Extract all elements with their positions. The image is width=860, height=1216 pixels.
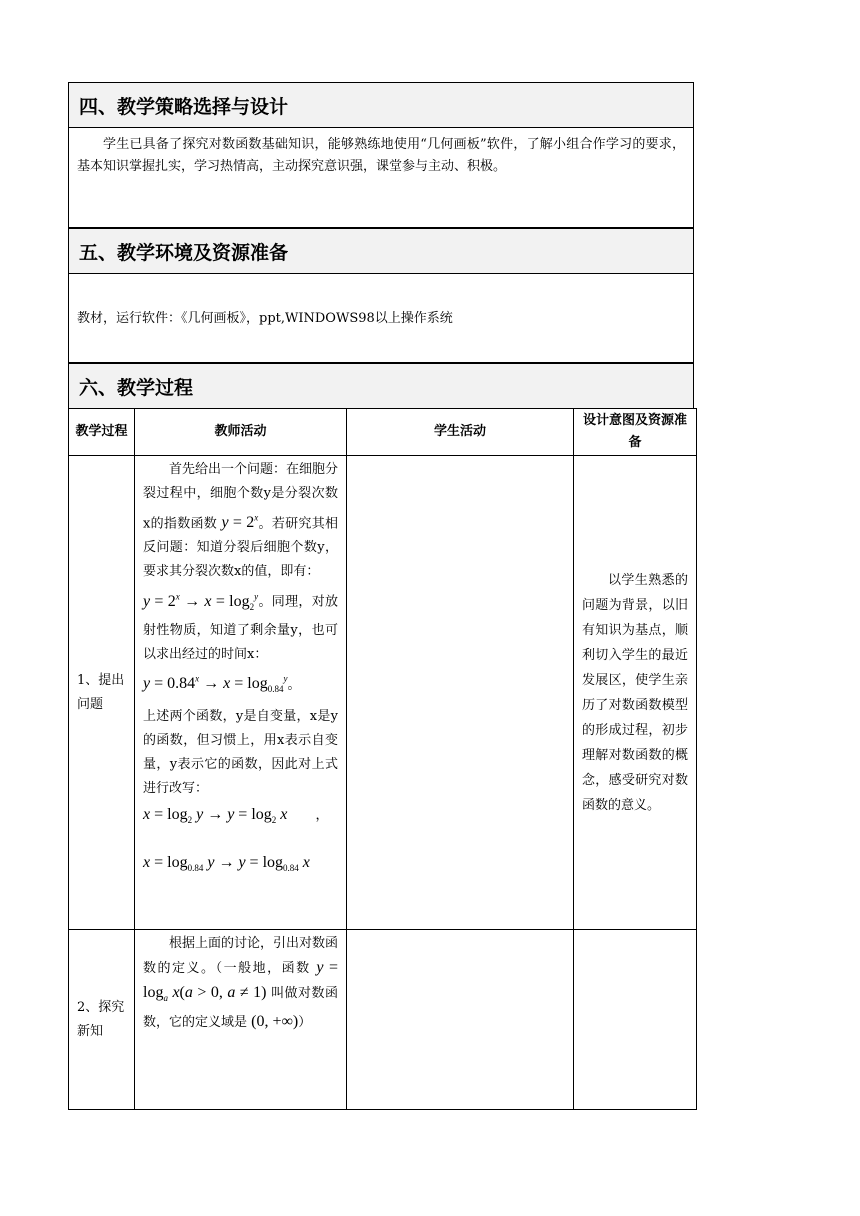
row1-teacher-text2: 。若研究其相反问题：知道分裂后细胞个数y，要求其分裂次数x的值，即有： <box>143 516 338 580</box>
row1-student <box>347 456 574 930</box>
formula-rewrite1: $x = \log_2 y \to y = \log_2 x$ <box>143 806 288 826</box>
header-teacher: 教师活动 <box>135 409 347 456</box>
row2-teacher-text1: 根据上面的讨论，引出对数函数的定义。（一般地，函数 <box>143 936 339 976</box>
row1-teacher-text5: 上述两个函数，y是自变量，x是y的函数，但习惯上，用x表示自变量，y表示它的函数，因此对上式进行改写： <box>143 709 338 797</box>
row1-teacher <box>135 456 347 930</box>
row1-teacher-p1 <box>143 458 338 584</box>
row1-teacher-text3: 。同理，对放射性物质，知道了剩余量y，也可以求出经过的时间x： <box>143 594 339 662</box>
row1-teacher-p3 <box>143 667 338 702</box>
section6-title-text: 六、教学过程 <box>79 376 194 399</box>
section6-title <box>68 363 694 409</box>
header-student: 学生活动 <box>347 409 574 456</box>
table-header-row <box>69 409 697 456</box>
table-row <box>69 930 697 1110</box>
row2-teacher-p1 <box>143 932 338 1035</box>
section5-title <box>68 228 694 274</box>
row1-intent-text: 以学生熟悉的问题为背景，以旧有知识为基点，顺利切入学生的最近发展区，使学生亲历了对数函数模型的形成过程，初步理解对数函数的概念，感受研究对数函数的意义。 <box>582 572 688 813</box>
row2-teacher-text3: ） <box>298 1015 312 1031</box>
table-row <box>69 456 697 930</box>
process-table <box>68 408 697 1110</box>
row1-stage: 1、提出问题 <box>69 456 135 930</box>
section4-body <box>68 128 694 228</box>
section4-text: 学生已具备了探究对数函数基础知识，能够熟练地使用“几何画板”软件，了解小组合作学习的要求，基本知识掌握扎实，学习热情高，主动探究意识强，课堂参与主动、积极。 <box>77 137 685 174</box>
row1-teacher-text6: ， <box>315 808 329 824</box>
formula-rewrite2: $x = \log_{0.84} y \to y = \log_{0.84} x$ <box>143 853 310 873</box>
header-intent: 设计意图及资源准备 <box>574 409 697 456</box>
formula-domain: (0, +∞) <box>251 1013 299 1031</box>
row1-intent <box>574 456 697 930</box>
row1-teacher-p6 <box>143 851 338 880</box>
section5-title-text: 五、教学环境及资源准备 <box>79 241 289 264</box>
row1-teacher-p4 <box>143 705 338 801</box>
row1-teacher-text4: 。 <box>287 677 301 693</box>
row1-teacher-text1: 首先给出一个问题：在细胞分裂过程中，细胞个数y是分裂次数x的指数函数 <box>143 462 339 532</box>
header-stage: 教学过程 <box>69 409 135 456</box>
row2-stage: 2、探究新知 <box>69 930 135 1110</box>
formula-logdef: $y = \log_a x(a > 0$, a ≠ 1) <box>143 959 338 1004</box>
formula-exp: $y = 2^x$ <box>221 513 259 532</box>
row2-teacher <box>135 930 347 1110</box>
section5-body <box>68 274 694 363</box>
row2-teacher-text2: 叫做对数函数，它的定义域是 <box>143 986 338 1031</box>
row1-teacher-p5 <box>143 803 338 832</box>
formula-log2: $y = 2^x \to x = \log_2^y$ <box>143 591 259 612</box>
section4-title-text: 四、教学策略选择与设计 <box>79 95 289 118</box>
row2-student <box>347 930 574 1110</box>
section5-text: 教材，运行软件：《几何画板》，ppt,WINDOWS98以上操作系统 <box>77 311 453 326</box>
section4-title <box>68 82 694 128</box>
row1-teacher-p2 <box>143 584 338 667</box>
formula-log084: $y = 0.84^x \to x = \log_{0.84}^y$ <box>143 673 288 695</box>
row2-intent <box>574 930 697 1110</box>
